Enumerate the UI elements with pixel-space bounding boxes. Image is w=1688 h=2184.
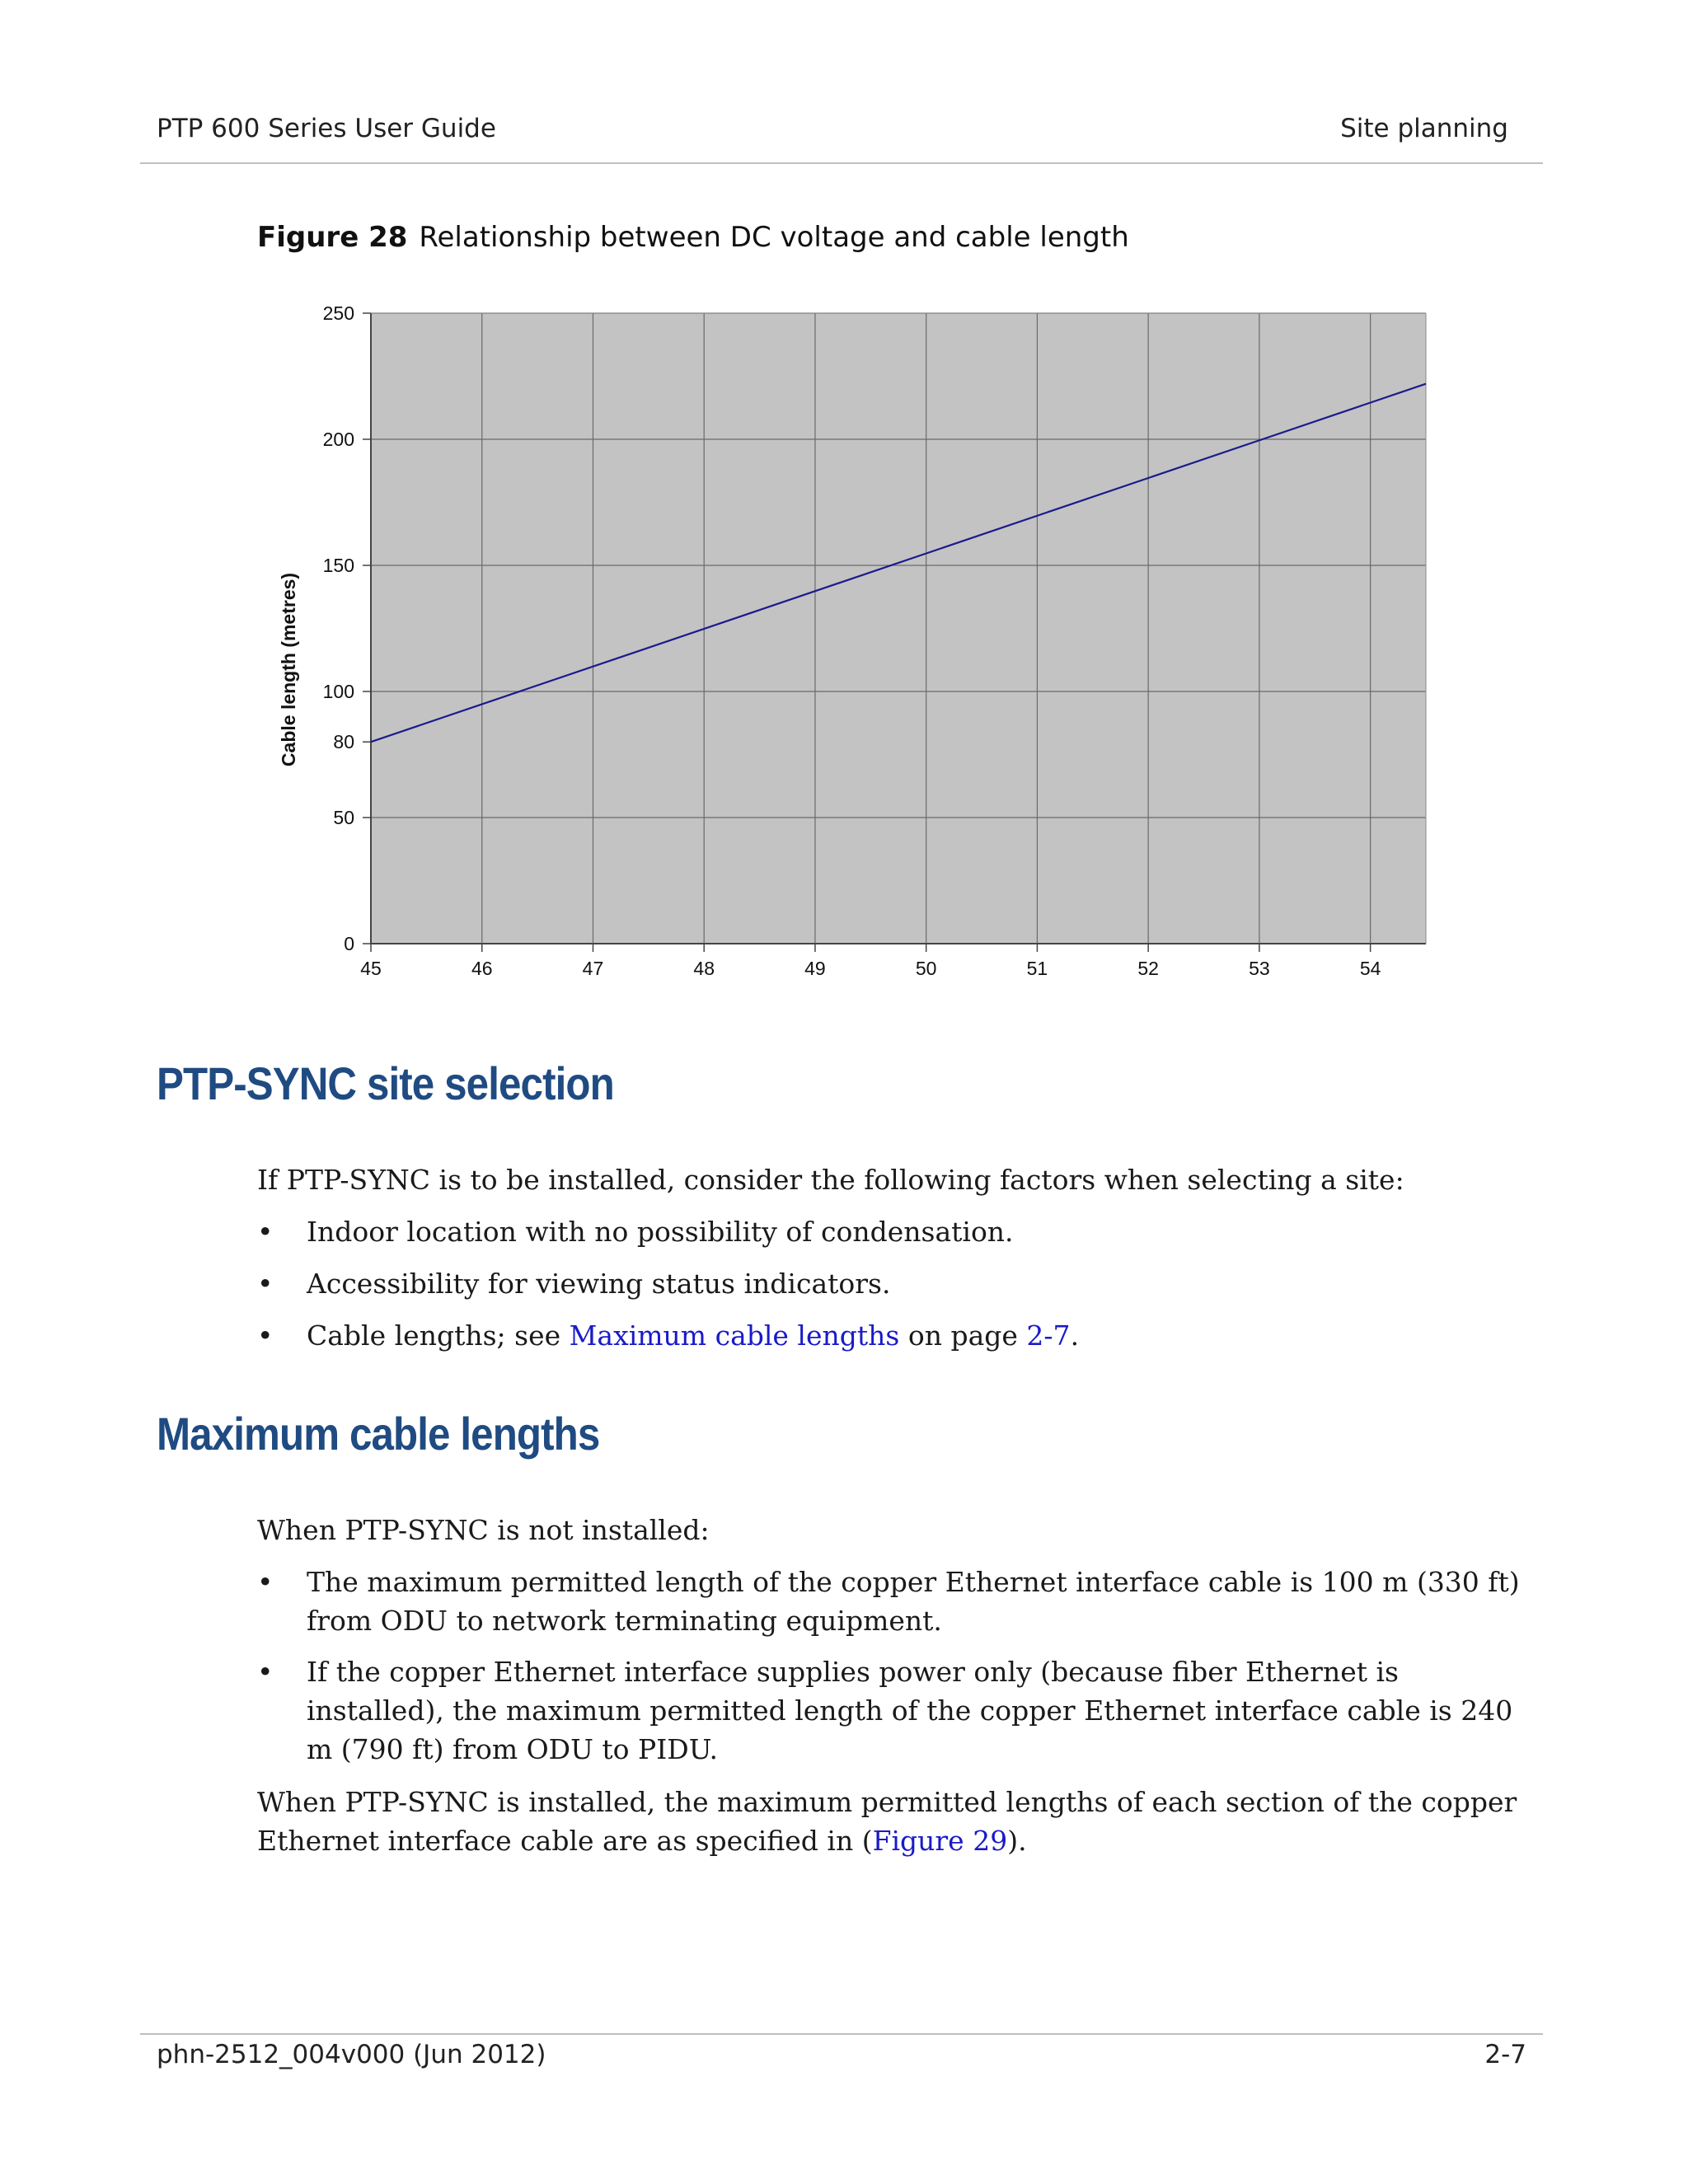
- bullet-text-part: .: [1070, 1319, 1080, 1352]
- x-tick-label: 47: [582, 958, 604, 979]
- footer-document-id: phn-2512_004v000 (Jun 2012): [157, 2040, 546, 2069]
- heading-ptp-sync-site-selection: PTP-SYNC site selection: [157, 1057, 614, 1109]
- max-bullet-text: If the copper Ethernet interface supplies power only (because fiber Ethernet is installed), the maximum permitted length of the copper Ethernet interface cable is 240 m (790 ft) from ODU to PIDU.: [307, 1656, 1513, 1765]
- link-page-2-7[interactable]: 2-7: [1026, 1319, 1071, 1352]
- footer-rule: [140, 2033, 1543, 2035]
- paragraph-text-part: ).: [1007, 1825, 1027, 1857]
- header-rule: [140, 162, 1543, 164]
- figure-caption: [257, 221, 1129, 254]
- link-figure-29[interactable]: Figure 29: [872, 1825, 1008, 1857]
- header-document-title: PTP 600 Series User Guide: [157, 114, 496, 143]
- y-tick-label: 50: [333, 807, 354, 828]
- x-tick-label: 46: [471, 958, 493, 979]
- y-tick-label: 0: [344, 933, 354, 954]
- cable-length-chart: [264, 293, 1434, 1001]
- bullet-text-part: Cable lengths; see: [307, 1319, 570, 1352]
- bullet-marker: •: [257, 1319, 274, 1352]
- sync-bullet-text: Indoor location with no possibility of condensation.: [307, 1216, 1014, 1248]
- max-bullet-text: The maximum permitted length of the copper Ethernet interface cable is 100 m (330 ft) from ODU to network terminating equipment.: [307, 1566, 1520, 1637]
- footer-page-number: 2-7: [1484, 2040, 1526, 2069]
- bullet-marker: •: [257, 1656, 274, 1688]
- x-tick-label: 50: [915, 958, 937, 979]
- bullet-marker: •: [257, 1566, 274, 1598]
- header-section-title: Site planning: [1340, 114, 1508, 143]
- plot-area: [371, 313, 1426, 944]
- heading-maximum-cable-lengths: Maximum cable lengths: [157, 1408, 600, 1460]
- figure-number: Figure 28: [257, 221, 408, 254]
- sync-bullet-accessibility: [257, 1264, 1543, 1303]
- x-tick-label: 54: [1359, 958, 1381, 979]
- sync-bullet-condensation: [257, 1212, 1543, 1251]
- link-maximum-cable-lengths[interactable]: Maximum cable lengths: [569, 1319, 900, 1352]
- y-tick-label: 250: [322, 302, 354, 324]
- bullet-marker: •: [257, 1268, 274, 1300]
- x-tick-label: 51: [1026, 958, 1048, 979]
- paragraph-text-part: When PTP-SYNC is installed, the maximum permitted lengths of each section of the copper Ethernet interface cable are as specified in (: [257, 1786, 1517, 1857]
- y-tick-label: 200: [322, 429, 354, 450]
- max-bullet-network-equipment: [257, 1563, 1543, 1640]
- sync-bullet-text: [307, 1316, 1543, 1355]
- y-tick-label: 150: [322, 555, 354, 576]
- max-intro-paragraph: When PTP-SYNC is not installed:: [257, 1514, 710, 1546]
- x-tick-label: 53: [1249, 958, 1270, 979]
- x-tick-label: 49: [804, 958, 826, 979]
- sync-bullet-cable-lengths: [257, 1316, 1543, 1355]
- x-tick-label: 48: [693, 958, 715, 979]
- max-closing-paragraph: [257, 1783, 1543, 1860]
- y-axis-label: Cable length (metres): [278, 572, 299, 767]
- sync-intro-paragraph: If PTP-SYNC is to be installed, consider the following factors when selecting a site:: [257, 1164, 1404, 1196]
- y-tick-label: 80: [333, 731, 354, 753]
- bullet-text-part: on page: [899, 1319, 1027, 1352]
- x-tick-label: 52: [1137, 958, 1159, 979]
- page-header: [140, 114, 1523, 153]
- y-tick-label: 100: [322, 681, 354, 702]
- figure-title: Relationship between DC voltage and cable length: [419, 221, 1129, 254]
- max-bullet-pidu: [257, 1652, 1543, 1769]
- bullet-marker: •: [257, 1216, 274, 1248]
- sync-bullet-text: Accessibility for viewing status indicators.: [307, 1268, 891, 1300]
- x-tick-label: 45: [360, 958, 382, 979]
